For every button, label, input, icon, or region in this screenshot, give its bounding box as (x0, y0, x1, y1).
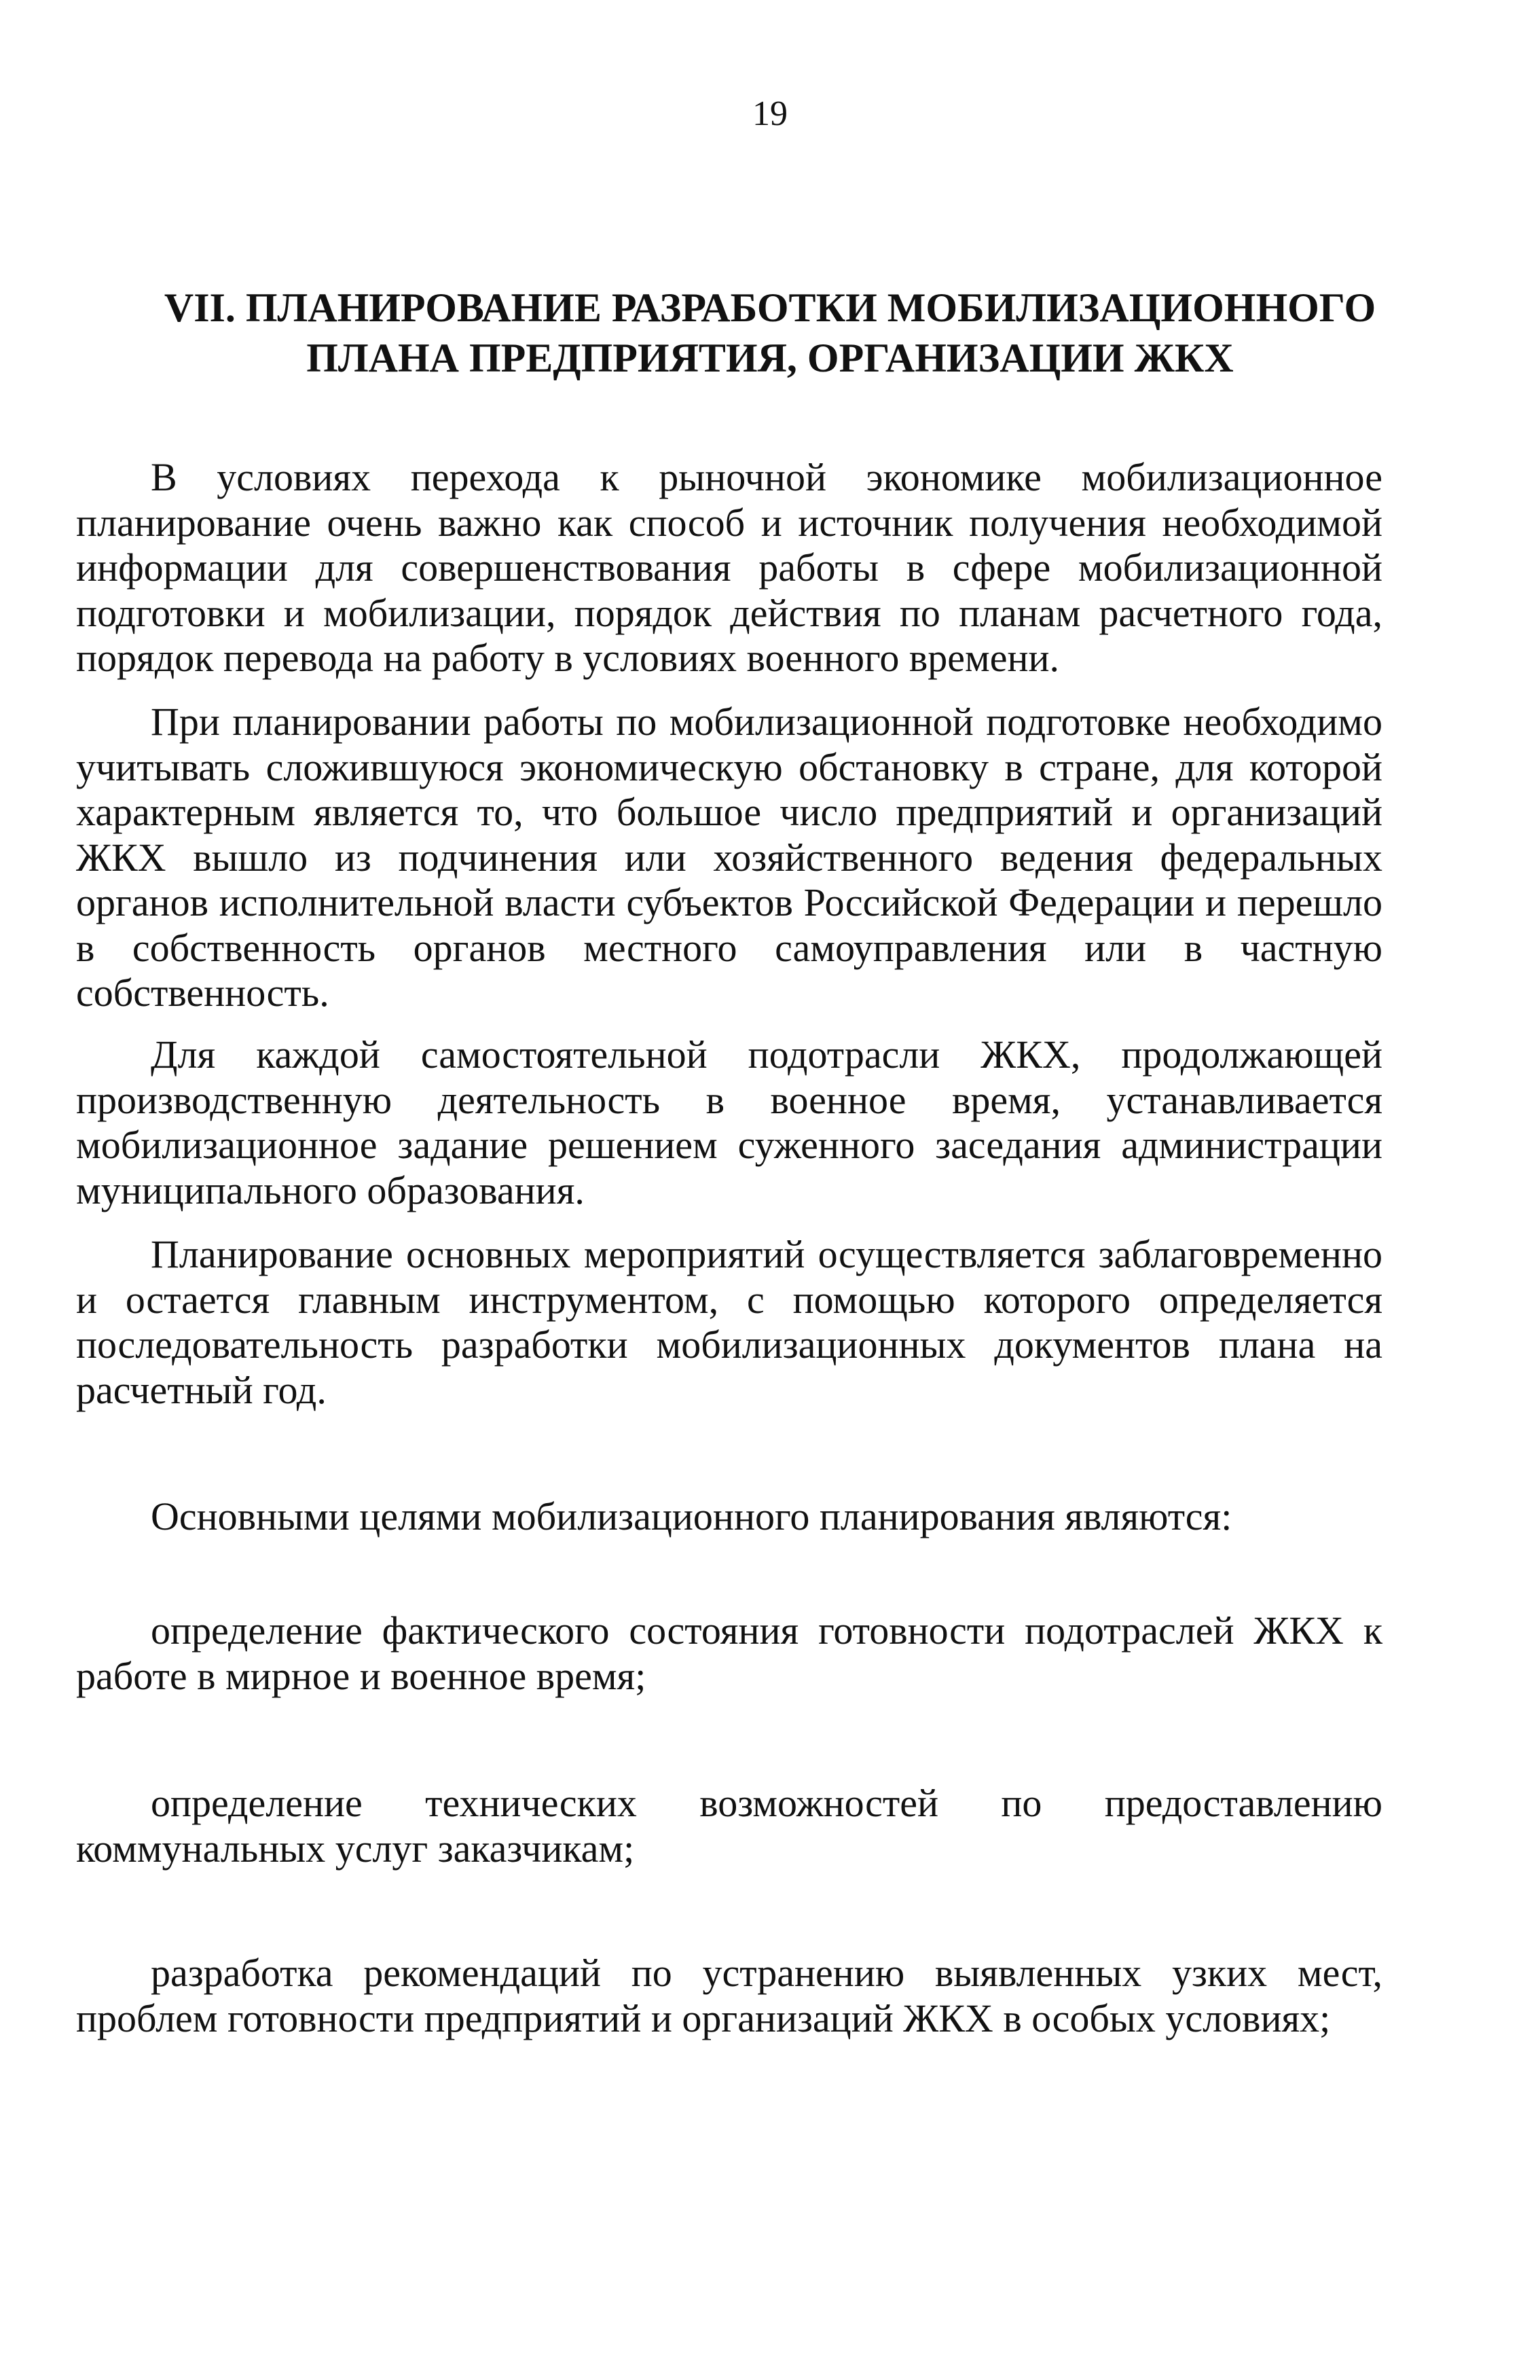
paragraph-goals-intro: Основными целями мобилизационного планирования являются: (151, 1494, 1232, 1538)
paragraph-mobilization-task: Для каждой самостоятельной подотрасли ЖКХ, продолжающей производственную деятельность в военное время, устанавливается мобилизационное задание решением суженного заседания администрации муниципального образования. (76, 1032, 1382, 1212)
list-item-goal-technical-capabilities: определение технических возможностей по предоставлению коммунальных услуг заказчикам; (76, 1781, 1382, 1871)
section-heading-line-2: ПЛАНА ПРЕДПРИЯТИЯ, ОРГАНИЗАЦИИ ЖКХ (306, 336, 1234, 380)
paragraph-planning-instrument: Планирование основных мероприятий осуществляется заблаговременно и остается главным инструментом, с помощью которого определяется последовательность разработки мобилизационных документов плана на расчетный год. (76, 1232, 1382, 1412)
paragraph-economic-situation: При планировании работы по мобилизационной подготовке необходимо учитывать сложившуюся экономическую обстановку в стране, для которой характерным является то, что большое число предприятий и организаций ЖКХ вышло из подчинения или хозяйственного ведения федеральных органов исполнительной власти субъектов Российской Федерации и перешло в собственность органов местного самоуправления или в частную собственность. (76, 700, 1382, 1015)
section-heading-line-1: VII. ПЛАНИРОВАНИЕ РАЗРАБОТКИ МОБИЛИЗАЦИОННОГО (164, 285, 1376, 330)
list-item-goal-recommendations: разработка рекомендаций по устранению выявленных узких мест, проблем готовности предприятий и организаций ЖКХ в особых условиях; (76, 1951, 1382, 2040)
section-heading (102, 283, 1438, 383)
paragraph-market-economy: В условиях перехода к рыночной экономике мобилизационное планирование очень важно как способ и источник получения необходимой информации для совершенствования работы в сфере мобилизационной подготовки и мобилизации, порядок действия по планам расчетного года, порядок перевода на работу в условиях военного времени. (76, 455, 1382, 680)
list-item-goal-readiness: определение фактического состояния готовности подотраслей ЖКХ к работе в мирное и военное время; (76, 1608, 1382, 1698)
page-number: 19 (752, 94, 788, 133)
